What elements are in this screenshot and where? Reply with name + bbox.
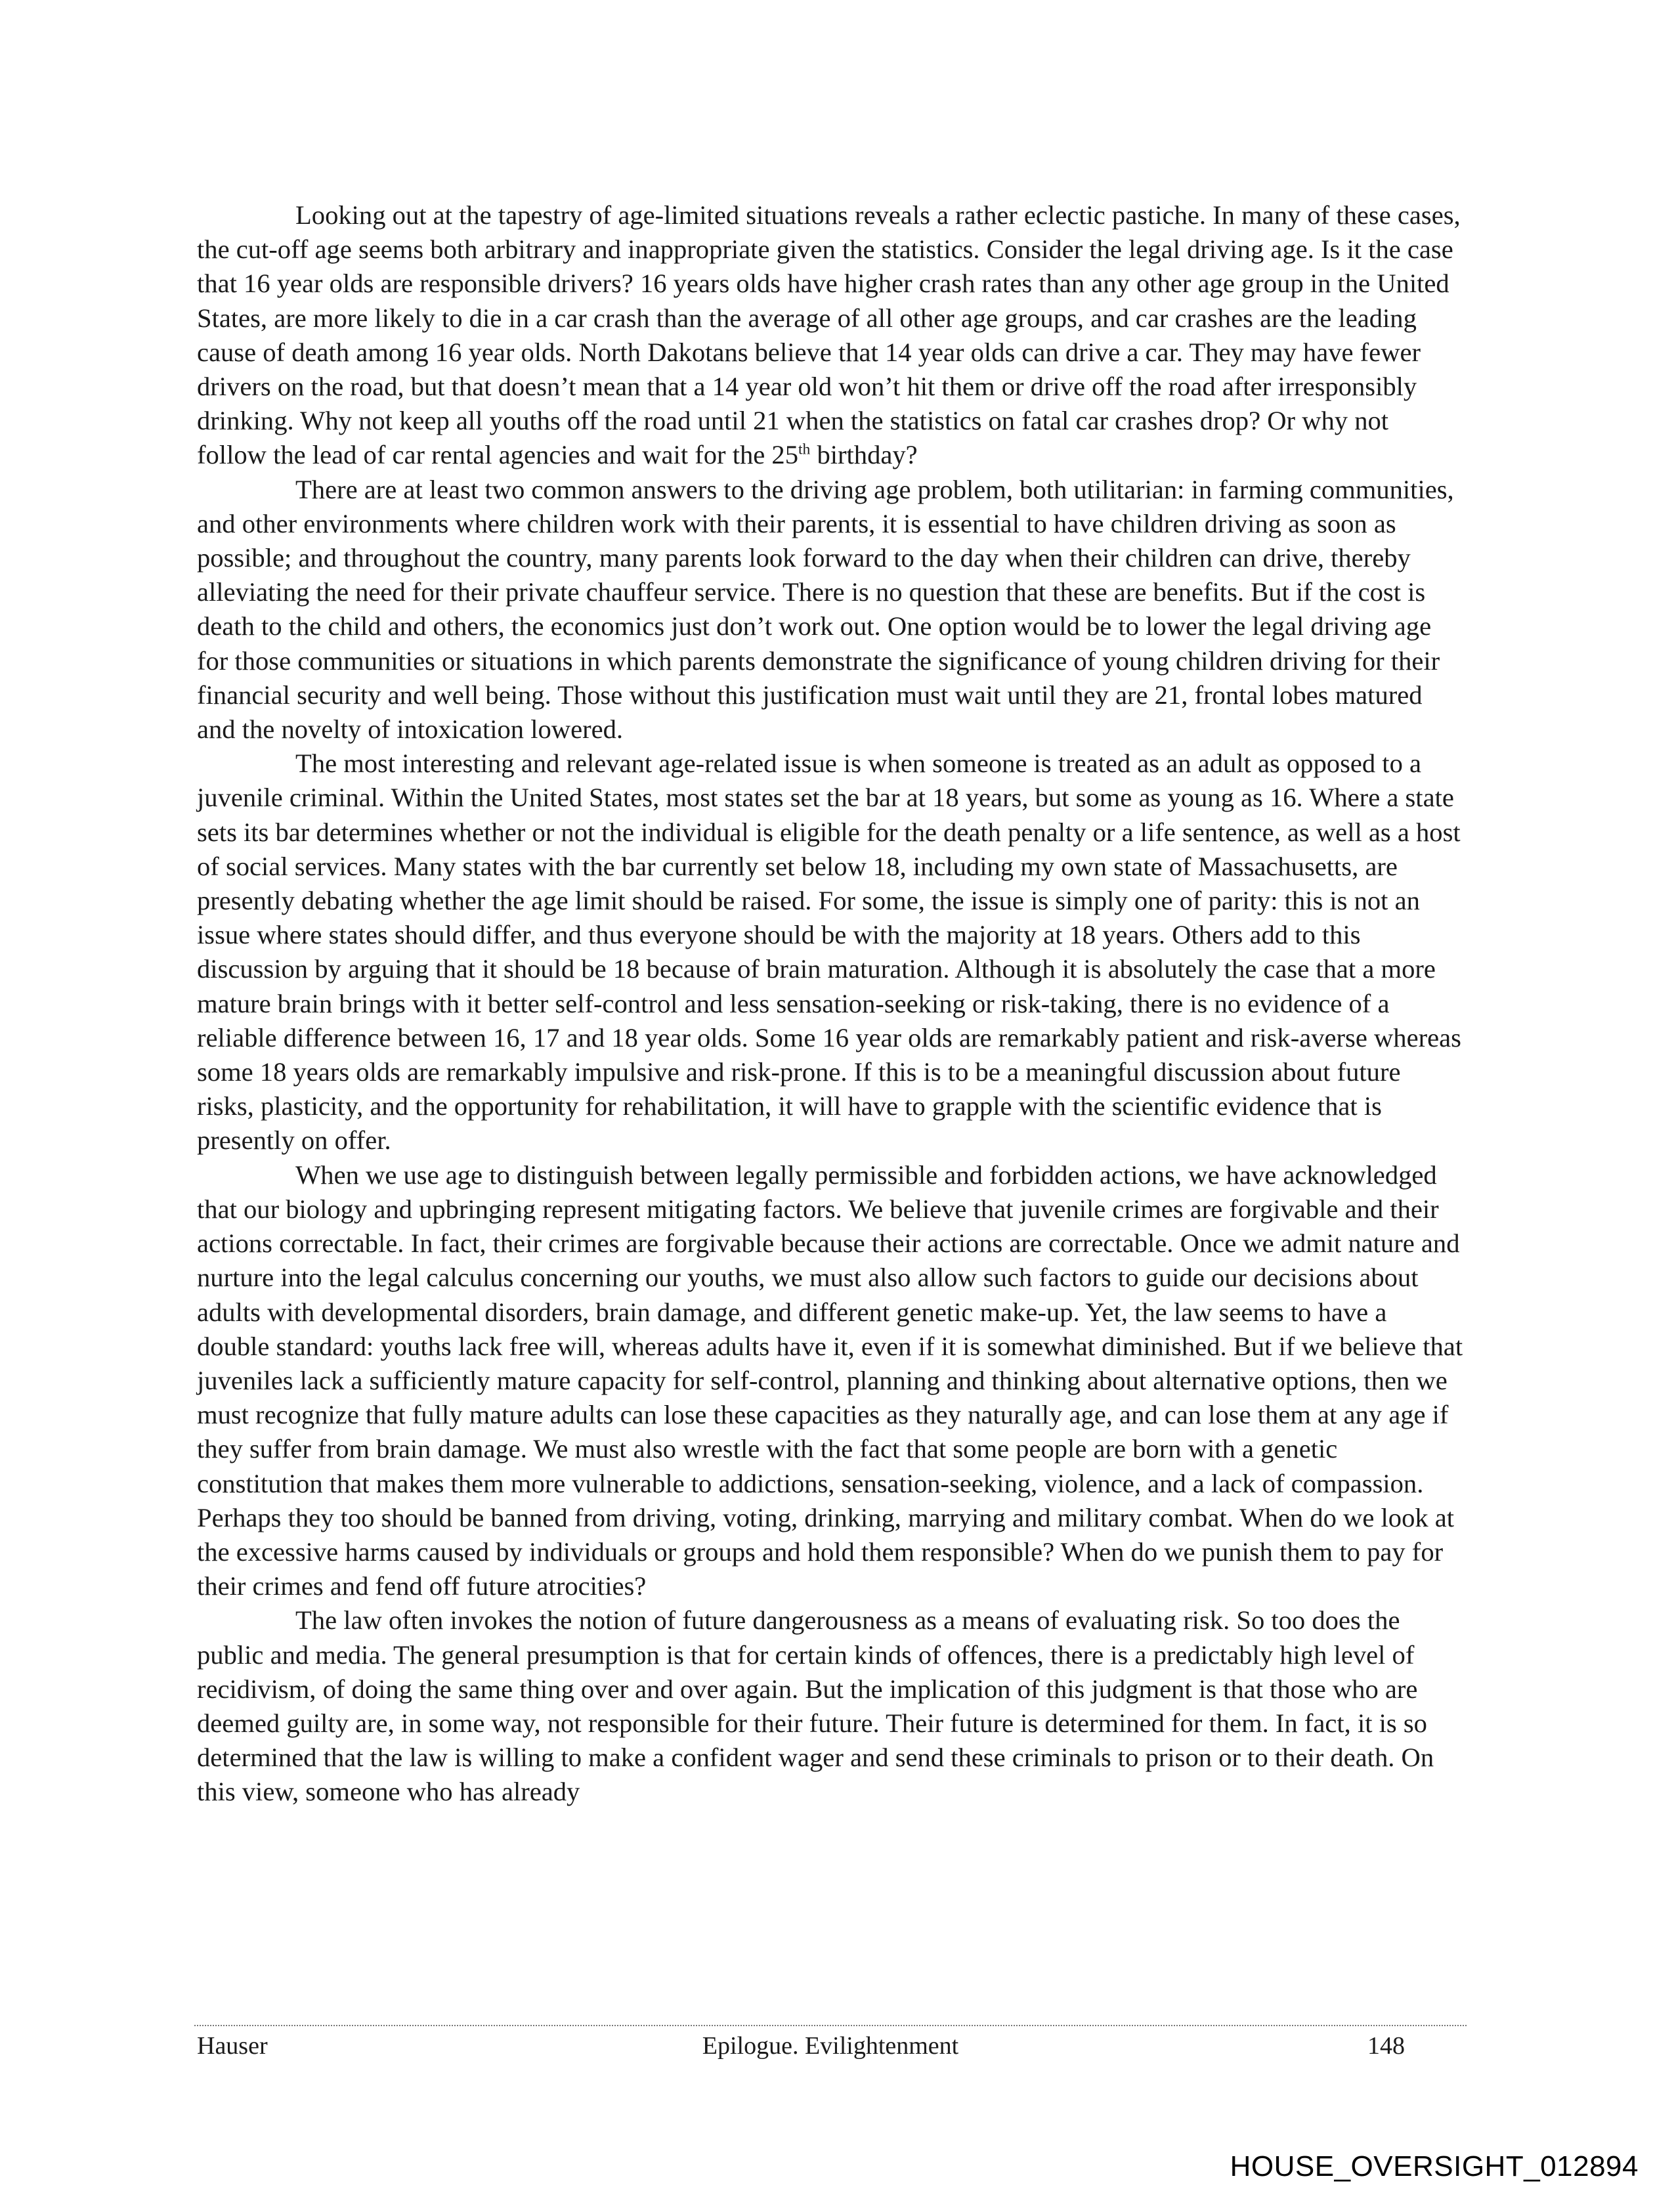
page-body — [197, 198, 1464, 1810]
paragraph-2: There are at least two common answers to the driving age problem, both utilitarian: in farming communities, and other environments where children work with their parents, it is essential to have children driving as soon as possible; and throughout the country, many parents look forward to the day when their children can drive, thereby alleviating the need for their private chauffeur service. There is no question that these are benefits. But if the cost is death to the child and others, the economics just don’t work out. One option would be to lower the legal driving age for those communities or situations in which parents demonstrate the significance of young children driving for their financial security and well being. Those without this justification must wait until they are 21, frontal lobes matured and the novelty of intoxication lowered. — [197, 474, 1454, 745]
footer-chapter-title: Epilogue. Evilightenment — [702, 2032, 959, 2060]
paragraph-3: The most interesting and relevant age-related issue is when someone is treated as an adult as opposed to a juvenile criminal. Within the United States, most states set the bar at 18 years, but some as young as 16. Where a state sets its bar determines whether or not the individual is eligible for the death penalty or a life sentence, as well as a host of social services. Many states with the bar currently set below 18, including my own state of Massachusetts, are presently debating whether the age limit should be raised. For some, the issue is simply one of parity: this is not an issue where states should differ, and thus everyone should be with the majority at 18 years. Others add to this discussion by arguing that it should be 18 because of brain maturation. Although it is absolutely the case that a more mature brain brings with it better self-control and less sensation-seeking or risk-taking, there is no evidence of a reliable difference between 16, 17 and 18 year olds. Some 16 year olds are remarkably patient and risk-averse whereas some 18 years olds are remarkably impulsive and risk-prone. If this is to be a meaningful discussion about future risks, plasticity, and the opportunity for rehabilitation, it will have to grapple with the scientific evidence that is presently on offer. — [197, 748, 1461, 1156]
footer-author: Hauser — [197, 2032, 268, 2060]
paragraph-1-text: Looking out at the tapestry of age-limited situations reveals a rather eclectic pastiche. In many of these cases, the cut-off age seems both arbitrary and inappropriate given the statistics. Consider the legal driving age. Is it the case that 16 year olds are responsible drivers? 16 years olds have higher crash rates than any other age group in the United States, are more likely to die in a car crash than the average of all other age groups, and car crashes are the leading cause of death among 16 year olds. North Dakotans believe that 14 year olds can drive a car. They may have fewer drivers on the road, but that doesn’t mean that a 14 year old won’t hit them or drive off the road after irresponsibly drinking. Why not keep all youths off the road until 21 when the statistics on fatal car crashes drop? Or why not follow the lead of car rental agencies and wait for the 25 — [197, 200, 1461, 470]
footer-divider — [194, 2025, 1467, 2026]
paragraph-1 — [197, 198, 1464, 473]
bates-number: HOUSE_OVERSIGHT_012894 — [1230, 2150, 1639, 2182]
ordinal-suffix: th — [798, 441, 811, 458]
paragraph-1-tail: birthday? — [810, 440, 918, 470]
page-footer — [197, 2029, 1464, 2062]
footer-page-number: 148 — [1367, 2032, 1405, 2060]
paragraph-5: The law often invokes the notion of future dangerousness as a means of evaluating risk. So too does the public and media. The general presumption is that for certain kinds of offences, there is a predictably high level of recidivism, of doing the same thing over and over again. But the implication of this judgment is that those who are deemed guilty are, in some way, not responsible for their future. Their future is determined for them. In fact, it is so determined that the law is willing to make a confident wager and send these criminals to prison or to their death. On this view, someone who has already — [197, 1605, 1434, 1807]
paragraph-4: When we use age to distinguish between legally permissible and forbidden actions, we have acknowledged that our biology and upbringing represent mitigating factors. We believe that juvenile crimes are forgivable and their actions correctable. In fact, their crimes are forgivable because their actions are correctable. Once we admit nature and nurture into the legal calculus concerning our youths, we must also allow such factors to guide our decisions about adults with developmental disorders, brain damage, and different genetic make-up. Yet, the law seems to have a double standard: youths lack free will, whereas adults have it, even if it is somewhat diminished. But if we believe that juveniles lack a sufficiently mature capacity for self-control, planning and thinking about alternative options, then we must recognize that fully mature adults can lose these capacities as they naturally age, and can lose them at any age if they suffer from brain damage. We must also wrestle with the fact that some people are born with a genetic constitution that makes them more vulnerable to addictions, sensation-seeking, violence, and a lack of compassion. Perhaps they too should be banned from driving, voting, drinking, marrying and military combat. When do we look at the excessive harms caused by individuals or groups and hold them responsible? When do we punish them to pay for their crimes and fend off future atrocities? — [197, 1160, 1463, 1601]
